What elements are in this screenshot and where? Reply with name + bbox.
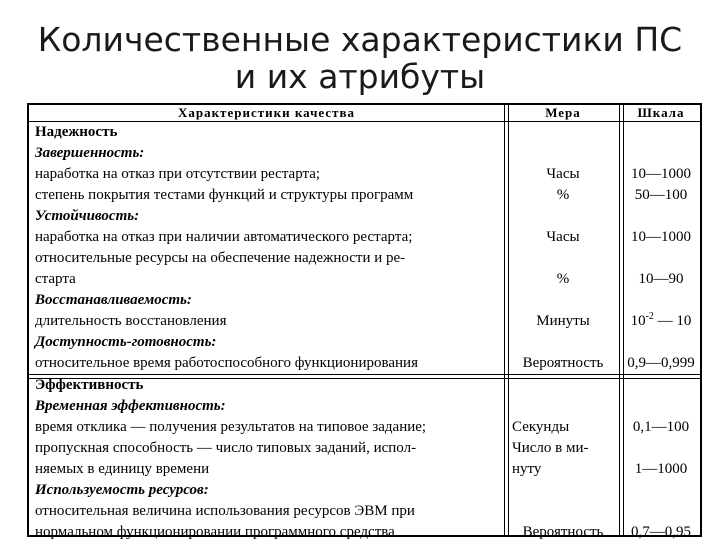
row-characteristic: пропускная способность — число типовых заданий, испол- (35, 440, 417, 456)
row-measure: Число в ми- (512, 440, 589, 456)
page-title-line-1: Количественные характеристики ПС (37, 20, 683, 59)
row-characteristic: Используемость ресурсов: (35, 482, 209, 498)
row-characteristic: Временная эффективность: (35, 398, 226, 414)
row-scale: 0,7—0,95 (631, 524, 691, 540)
row-characteristic: относительная величина использования ресурсов ЭВМ при (35, 503, 415, 519)
row-measure: Секунды (512, 419, 570, 435)
row-characteristic: няемых в единицу времени (35, 461, 210, 477)
header-measure: Мера (545, 105, 581, 120)
row-measure: % (556, 271, 570, 287)
row-scale: 10—1000 (631, 229, 691, 245)
row-scale: 1—1000 (634, 461, 688, 477)
row-scale: 10—1000 (631, 166, 691, 182)
row-characteristic: относительное время работоспособного функционирования (35, 355, 418, 371)
page-title-line-2: и их атрибуты (234, 57, 486, 96)
row-scale: 0,1—100 (632, 419, 690, 435)
row-scale: 10—90 (638, 271, 684, 287)
scale-rest: — 10 (657, 313, 692, 329)
row-measure: нуту (512, 461, 542, 477)
row-characteristic: Доступность-готовность: (35, 334, 217, 350)
row-measure: % (556, 187, 570, 203)
row-scale: 0,9—0,999 (627, 355, 695, 371)
row-characteristic: нормальном функционировании программного средства (35, 524, 395, 540)
scale-base: 10 (630, 313, 646, 329)
row-characteristic: относительные ресурсы на обеспечение надежности и ре- (35, 250, 406, 266)
row-characteristic: Завершенность: (35, 145, 145, 161)
row-characteristic: длительность восстановления (35, 313, 227, 329)
header-scale: Шкала (637, 105, 685, 120)
row-measure: Часы (546, 229, 580, 245)
row-scale: 50—100 (634, 187, 688, 203)
quality-characteristics-table (27, 103, 702, 540)
row-characteristic: Устойчивость: (35, 208, 140, 224)
row-characteristic: старта (35, 271, 76, 287)
scale-exponent: -2 (645, 311, 654, 322)
row-measure: Вероятность (522, 355, 604, 371)
row-measure: Часы (546, 166, 580, 182)
row-measure: Минуты (536, 313, 590, 329)
row-characteristic: Надежность (35, 124, 118, 140)
row-characteristic: время отклика — получения результатов на типовое задание; (35, 419, 427, 435)
header-characteristic: Характеристики качества (177, 105, 356, 120)
row-characteristic: Эффективность (35, 377, 144, 393)
row-characteristic: наработка на отказ при отсутствии рестарта; (35, 166, 321, 182)
row-characteristic: наработка на отказ при наличии автоматического рестарта; (35, 229, 413, 245)
row-characteristic: степень покрытия тестами функций и структуры программ (35, 187, 414, 203)
row-characteristic: Восстанавливаемость: (35, 292, 192, 308)
row-measure: Вероятность (522, 524, 604, 540)
row-scale (622, 311, 700, 331)
